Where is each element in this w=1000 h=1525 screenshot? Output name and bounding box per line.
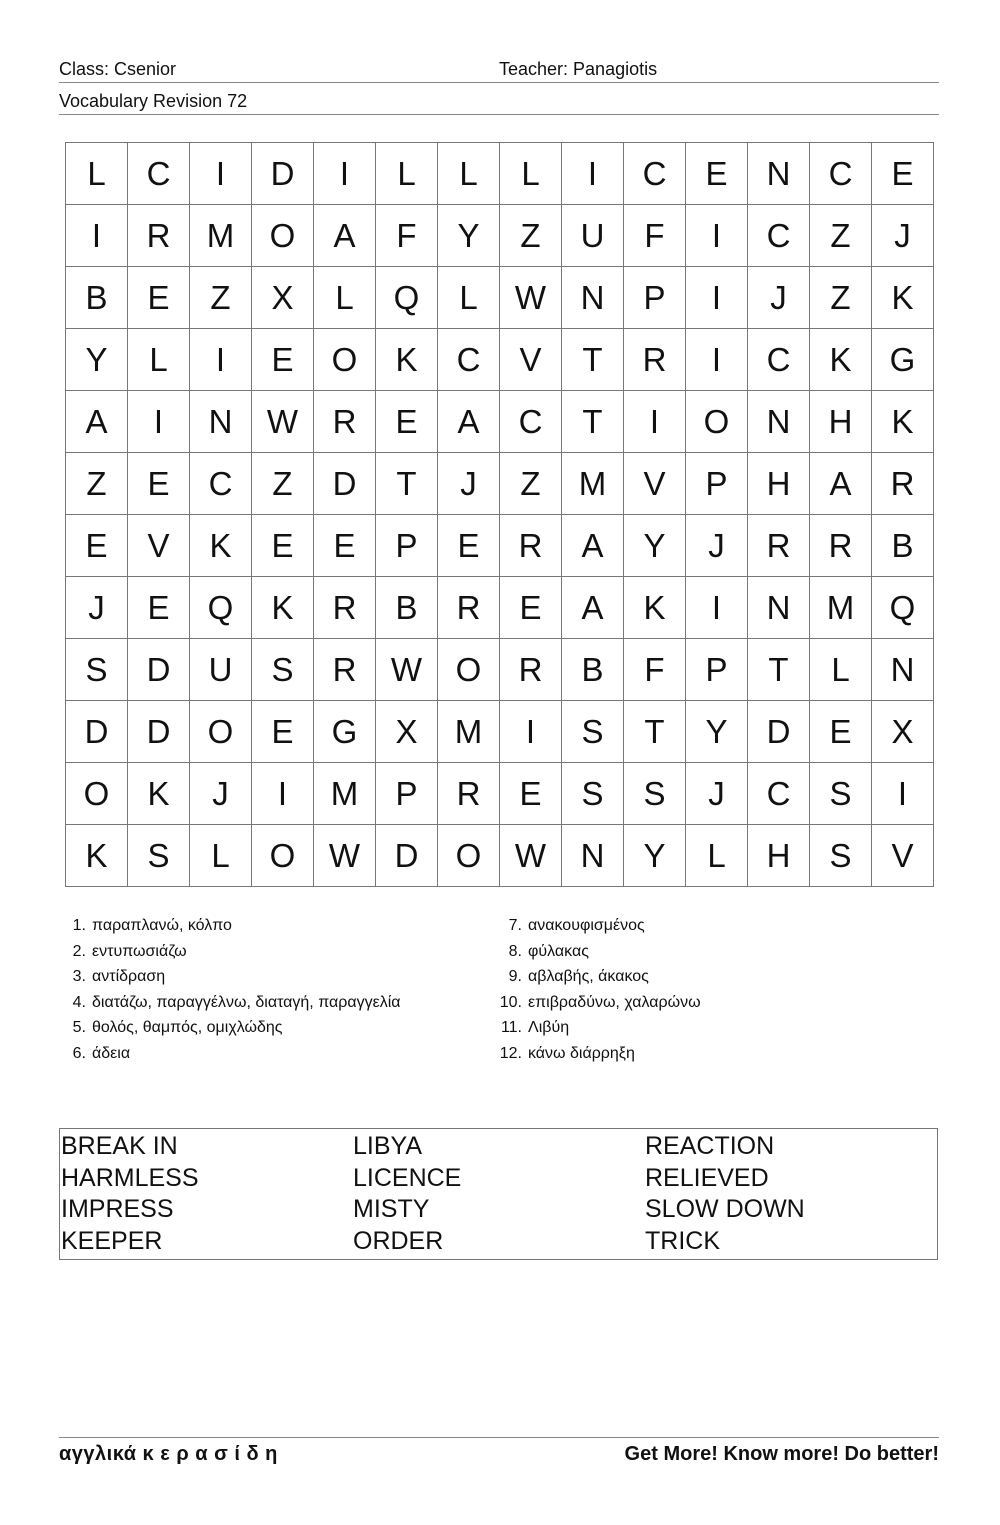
clue-item xyxy=(56,913,401,939)
grid-cell: O xyxy=(438,639,500,701)
grid-cell: N xyxy=(748,391,810,453)
grid-cell: J xyxy=(66,577,128,639)
grid-cell: S xyxy=(128,825,190,887)
grid-cell: Q xyxy=(190,577,252,639)
grid-cell: K xyxy=(376,329,438,391)
grid-cell: Z xyxy=(500,453,562,515)
grid-cell: F xyxy=(376,205,438,267)
grid-cell: Y xyxy=(624,825,686,887)
grid-cell: T xyxy=(562,391,624,453)
grid-cell: R xyxy=(810,515,872,577)
grid-cell: X xyxy=(252,267,314,329)
grid-cell: P xyxy=(686,453,748,515)
grid-cell: G xyxy=(314,701,376,763)
grid-cell: T xyxy=(748,639,810,701)
grid-cell: B xyxy=(872,515,934,577)
clue-text: εντυπωσιάζω xyxy=(92,942,187,960)
clue-list-left xyxy=(56,913,401,1067)
grid-cell: A xyxy=(438,391,500,453)
word-bank-word: SLOW DOWN xyxy=(645,1195,805,1223)
grid-cell: S xyxy=(66,639,128,701)
grid-cell: D xyxy=(376,825,438,887)
grid-cell: I xyxy=(190,329,252,391)
word-bank-word: IMPRESS xyxy=(61,1195,174,1223)
grid-cell: I xyxy=(686,267,748,329)
clue-list-right xyxy=(492,913,701,1067)
word-bank-column xyxy=(353,1131,461,1257)
grid-cell: R xyxy=(748,515,810,577)
word-bank-word: BREAK IN xyxy=(61,1132,178,1160)
grid-cell: T xyxy=(376,453,438,515)
grid-cell: N xyxy=(562,825,624,887)
grid-cell: Y xyxy=(624,515,686,577)
clue-number: 8. xyxy=(508,942,522,960)
grid-cell: E xyxy=(128,267,190,329)
grid-cell: Z xyxy=(810,205,872,267)
word-bank-word: LICENCE xyxy=(353,1163,462,1192)
grid-cell: E xyxy=(252,329,314,391)
grid-cell: Z xyxy=(66,453,128,515)
grid-cell: M xyxy=(810,577,872,639)
clue-number: 9. xyxy=(508,968,522,986)
grid-cell: P xyxy=(686,639,748,701)
grid-cell: R xyxy=(438,577,500,639)
grid-cell: O xyxy=(314,329,376,391)
grid-cell: A xyxy=(810,453,872,515)
grid-cell: A xyxy=(66,391,128,453)
grid-cell: I xyxy=(686,205,748,267)
clue-item xyxy=(492,939,701,965)
grid-cell: H xyxy=(810,391,872,453)
grid-cell: W xyxy=(500,267,562,329)
word-search-grid xyxy=(65,142,934,887)
grid-cell: J xyxy=(190,763,252,825)
word-bank-word: LIBYA xyxy=(353,1132,423,1160)
clue-item xyxy=(56,990,401,1016)
header-row-class-teacher xyxy=(59,58,939,83)
word-bank-word: ORDER xyxy=(353,1226,444,1255)
grid-cell: P xyxy=(376,763,438,825)
grid-cell: Y xyxy=(686,701,748,763)
grid-cell: E xyxy=(128,577,190,639)
grid-cell: P xyxy=(376,515,438,577)
grid-cell: L xyxy=(314,267,376,329)
grid-cell: U xyxy=(562,205,624,267)
grid-cell: O xyxy=(686,391,748,453)
grid-cell: N xyxy=(872,639,934,701)
grid-cell: C xyxy=(810,143,872,205)
grid-cell: O xyxy=(190,701,252,763)
grid-cell: R xyxy=(500,515,562,577)
grid-cell: L xyxy=(376,143,438,205)
clue-text: επιβραδύνω, χαλαρώνω xyxy=(528,993,701,1011)
grid-cell: E xyxy=(128,453,190,515)
footer-slogan: Get More! Know more! Do better! xyxy=(624,1443,939,1465)
grid-cell: E xyxy=(500,763,562,825)
grid-cell: F xyxy=(624,639,686,701)
grid-cell: T xyxy=(562,329,624,391)
grid-cell: Z xyxy=(810,267,872,329)
grid-cell: Q xyxy=(376,267,438,329)
grid-cell: C xyxy=(438,329,500,391)
grid-cell: L xyxy=(810,639,872,701)
grid-cell: J xyxy=(686,515,748,577)
grid-cell: R xyxy=(128,205,190,267)
grid-cell: R xyxy=(314,639,376,701)
grid-cell: M xyxy=(314,763,376,825)
clue-number: 2. xyxy=(72,942,86,960)
header-row-title xyxy=(59,90,939,115)
grid-cell: K xyxy=(872,391,934,453)
word-bank-column xyxy=(645,1131,805,1257)
clue-item xyxy=(56,939,401,965)
grid-cell: E xyxy=(810,701,872,763)
clue-number: 1. xyxy=(72,917,86,934)
grid-cell: R xyxy=(872,453,934,515)
grid-cell: X xyxy=(872,701,934,763)
grid-cell: K xyxy=(252,577,314,639)
teacher-label: Teacher: Panagiotis xyxy=(499,59,658,79)
grid-cell: L xyxy=(500,143,562,205)
clue-text: άδεια xyxy=(92,1044,131,1062)
grid-cell: C xyxy=(624,143,686,205)
grid-cell: V xyxy=(500,329,562,391)
grid-cell: I xyxy=(624,391,686,453)
grid-cell: I xyxy=(872,763,934,825)
grid-cell: D xyxy=(128,639,190,701)
grid-cell: J xyxy=(438,453,500,515)
clue-number: 12. xyxy=(499,1044,522,1062)
grid-cell: M xyxy=(562,453,624,515)
grid-cell: Q xyxy=(872,577,934,639)
grid-cell: B xyxy=(376,577,438,639)
grid-cell: B xyxy=(562,639,624,701)
grid-cell: D xyxy=(748,701,810,763)
word-bank-column xyxy=(61,1131,199,1257)
grid-cell: C xyxy=(748,205,810,267)
grid-cell: E xyxy=(872,143,934,205)
grid-cell: A xyxy=(314,205,376,267)
grid-cell: R xyxy=(438,763,500,825)
grid-cell: C xyxy=(748,329,810,391)
clue-text: Λιβύη xyxy=(528,1019,570,1037)
grid-cell: E xyxy=(500,577,562,639)
grid-cell: W xyxy=(376,639,438,701)
class-label: Class: Csenior xyxy=(59,59,177,79)
grid-cell: C xyxy=(190,453,252,515)
grid-cell: O xyxy=(66,763,128,825)
grid-cell: Z xyxy=(252,453,314,515)
grid-cell: R xyxy=(500,639,562,701)
grid-cell: E xyxy=(252,515,314,577)
word-bank-word: MISTY xyxy=(353,1195,430,1223)
grid-cell: A xyxy=(562,515,624,577)
grid-cell: P xyxy=(624,267,686,329)
clue-item xyxy=(56,1041,401,1067)
grid-cell: E xyxy=(438,515,500,577)
grid-cell: L xyxy=(66,143,128,205)
clue-text: θολός, θαμπός, ομιχλώδης xyxy=(92,1019,283,1037)
grid-cell: S xyxy=(562,763,624,825)
clue-item xyxy=(492,913,701,939)
grid-cell: I xyxy=(128,391,190,453)
grid-cell: E xyxy=(314,515,376,577)
clue-text: αντίδραση xyxy=(92,968,166,986)
grid-cell: L xyxy=(438,267,500,329)
grid-cell: S xyxy=(252,639,314,701)
word-bank-word: KEEPER xyxy=(61,1226,163,1255)
grid-cell: H xyxy=(748,825,810,887)
grid-cell: I xyxy=(686,329,748,391)
grid-cell: I xyxy=(190,143,252,205)
grid-cell: Z xyxy=(500,205,562,267)
grid-cell: E xyxy=(252,701,314,763)
grid-cell: R xyxy=(314,391,376,453)
grid-cell: I xyxy=(500,701,562,763)
clue-number: 10. xyxy=(499,993,522,1011)
grid-cell: Y xyxy=(438,205,500,267)
grid-cell: M xyxy=(438,701,500,763)
grid-cell: E xyxy=(66,515,128,577)
grid-cell: L xyxy=(128,329,190,391)
clue-text: ανακουφισμένος xyxy=(528,917,645,934)
grid-cell: Y xyxy=(66,329,128,391)
clue-number: 4. xyxy=(72,993,86,1011)
grid-cell: J xyxy=(748,267,810,329)
clue-text: αβλαβής, άκακος xyxy=(528,968,649,986)
grid-cell: O xyxy=(438,825,500,887)
clue-item xyxy=(492,964,701,990)
grid-cell: V xyxy=(624,453,686,515)
grid-cell: S xyxy=(810,825,872,887)
grid-cell: F xyxy=(624,205,686,267)
word-bank xyxy=(59,1128,938,1260)
grid-cell: D xyxy=(314,453,376,515)
worksheet-title: Vocabulary Revision 72 xyxy=(59,91,248,111)
grid-cell: T xyxy=(624,701,686,763)
grid-cell: K xyxy=(128,763,190,825)
grid-cell: R xyxy=(314,577,376,639)
footer-divider xyxy=(59,1437,939,1438)
grid-cell: G xyxy=(872,329,934,391)
grid-cell: K xyxy=(624,577,686,639)
footer-brand: αγγλικά κ ε ρ α σ ί δ η xyxy=(59,1443,278,1465)
grid-cell: M xyxy=(190,205,252,267)
grid-cell: N xyxy=(562,267,624,329)
clue-item xyxy=(56,1015,401,1041)
word-bank-word: TRICK xyxy=(645,1226,720,1255)
clue-text: παραπλανώ, κόλπο xyxy=(92,917,232,934)
word-bank-word: RELIEVED xyxy=(645,1163,769,1192)
grid-cell: N xyxy=(190,391,252,453)
grid-cell: L xyxy=(190,825,252,887)
grid-cell: L xyxy=(686,825,748,887)
grid-cell: I xyxy=(686,577,748,639)
grid-cell: L xyxy=(438,143,500,205)
grid-cell: D xyxy=(252,143,314,205)
grid-cell: W xyxy=(252,391,314,453)
grid-cell: I xyxy=(252,763,314,825)
clue-number: 6. xyxy=(72,1044,86,1062)
clue-text: διατάζω, παραγγέλνω, διαταγή, παραγγελία xyxy=(92,993,401,1011)
grid-cell: K xyxy=(810,329,872,391)
grid-cell: I xyxy=(314,143,376,205)
clue-item xyxy=(492,990,701,1016)
grid-cell: V xyxy=(872,825,934,887)
grid-cell: E xyxy=(376,391,438,453)
grid-cell: X xyxy=(376,701,438,763)
clue-item xyxy=(56,964,401,990)
word-bank-word: HARMLESS xyxy=(61,1163,199,1192)
grid-cell: K xyxy=(190,515,252,577)
clue-number: 5. xyxy=(72,1019,86,1037)
clue-item xyxy=(492,1041,701,1067)
grid-cell: B xyxy=(66,267,128,329)
grid-cell: V xyxy=(128,515,190,577)
clue-item xyxy=(492,1015,701,1041)
clue-number: 3. xyxy=(72,968,86,986)
grid-cell: C xyxy=(748,763,810,825)
grid-cell: D xyxy=(66,701,128,763)
clue-text: φύλακας xyxy=(528,942,589,960)
grid-cell: N xyxy=(748,577,810,639)
grid-cell: C xyxy=(500,391,562,453)
grid-cell: N xyxy=(748,143,810,205)
word-bank-word: REACTION xyxy=(645,1132,775,1160)
grid-cell: S xyxy=(810,763,872,825)
grid-cell: K xyxy=(872,267,934,329)
grid-cell: E xyxy=(686,143,748,205)
grid-cell: U xyxy=(190,639,252,701)
grid-cell: K xyxy=(66,825,128,887)
grid-cell: J xyxy=(872,205,934,267)
grid-cell: W xyxy=(314,825,376,887)
grid-cell: H xyxy=(748,453,810,515)
grid-cell: O xyxy=(252,825,314,887)
grid-cell: Z xyxy=(190,267,252,329)
grid-cell: R xyxy=(624,329,686,391)
grid-cell: C xyxy=(128,143,190,205)
clue-number: 11. xyxy=(500,1019,522,1037)
grid-cell: I xyxy=(562,143,624,205)
grid-cell: O xyxy=(252,205,314,267)
grid-cell: S xyxy=(562,701,624,763)
grid-cell: W xyxy=(500,825,562,887)
grid-cell: I xyxy=(66,205,128,267)
clue-number: 7. xyxy=(508,917,522,934)
grid-cell: A xyxy=(562,577,624,639)
grid-cell: S xyxy=(624,763,686,825)
clue-text: κάνω διάρρηξη xyxy=(528,1044,635,1062)
grid-cell: D xyxy=(128,701,190,763)
grid-cell: J xyxy=(686,763,748,825)
